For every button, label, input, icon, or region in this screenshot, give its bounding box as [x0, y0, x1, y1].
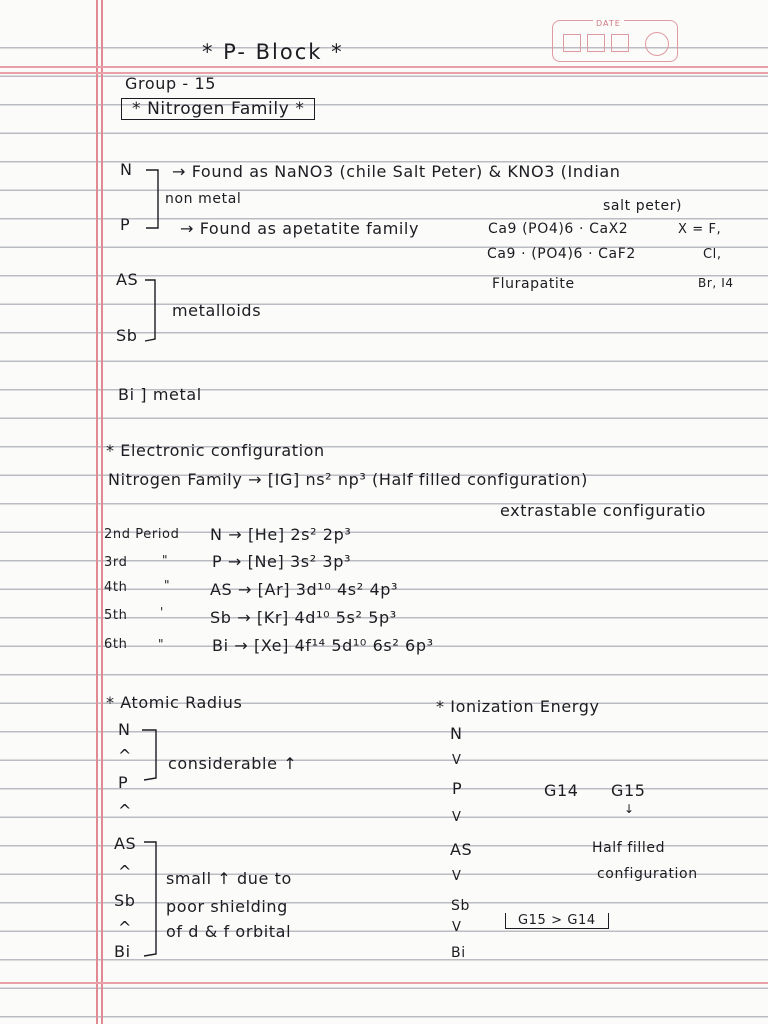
x-note: X = F, — [678, 222, 722, 237]
salt-peter-label: salt peter) — [603, 198, 683, 214]
atomic-radius-heading: * Atomic Radius — [106, 693, 243, 712]
cl-note: Cl, — [703, 247, 722, 262]
date-stamp — [552, 20, 678, 62]
apatite-formula-2: Ca9 · (PO4)6 · CaF2 — [487, 246, 636, 262]
radius-arrow: ^ — [118, 918, 133, 937]
period-label: 3rd — [104, 555, 128, 570]
metalloids-bracket — [145, 277, 165, 347]
date-cell — [563, 34, 581, 52]
date-circle — [645, 32, 669, 56]
radius-arrow: ^ — [118, 746, 133, 765]
bi-metal-text: Bi ] metal — [118, 385, 202, 404]
period-label: 5th — [104, 608, 128, 623]
general-config: Nitrogen Family → [IG] ns² np³ (Half filled configuration) — [108, 470, 588, 489]
ditto-mark: ' — [160, 605, 164, 619]
group-label: Group - 15 — [125, 74, 217, 93]
date-label: DATE — [593, 19, 624, 28]
period-config: P → [Ne] 3s² 3p³ — [212, 552, 351, 571]
as-symbol: AS — [116, 270, 139, 289]
n-symbol: N — [120, 160, 133, 179]
ie-arrow: V — [452, 810, 462, 825]
period-label: 6th — [104, 637, 128, 652]
ditto-mark: " — [158, 637, 165, 651]
electronic-config-heading: * Electronic configuration — [106, 441, 325, 460]
extrastable-note: extrastable configuratio — [500, 501, 707, 520]
radius-bracket-upper — [142, 728, 162, 784]
considerable-note: considerable ↑ — [168, 754, 298, 773]
period-config: Bi → [Xe] 4f¹⁴ 5d¹⁰ 6s² 6p³ — [212, 636, 434, 655]
p-occurrence-text: → Found as apetatite family — [180, 219, 420, 238]
ie-symbol: Bi — [451, 945, 466, 961]
metalloids-label: metalloids — [172, 301, 262, 320]
shielding-note-line: small ↑ due to — [166, 869, 292, 888]
ditto-mark: " — [162, 553, 169, 567]
radius-symbol: P — [118, 773, 129, 792]
footer-band-line — [0, 982, 768, 984]
margin-line-left — [96, 0, 98, 1024]
ie-symbol: Sb — [451, 898, 470, 914]
period-label: 4th — [104, 580, 128, 595]
page-title: * P- Block * — [202, 40, 344, 64]
radius-symbol: Bi — [114, 942, 131, 961]
header-band-line — [0, 66, 768, 68]
g15-label: G15 — [611, 781, 646, 800]
radius-symbol: N — [118, 720, 131, 739]
br-note: Br, I4 — [698, 276, 734, 290]
period-config: N → [He] 2s² 2p³ — [210, 525, 352, 544]
g14-label: G14 — [544, 781, 579, 800]
radius-bracket-lower — [144, 840, 164, 960]
ditto-mark: " — [164, 578, 171, 592]
occurrence-bracket — [146, 165, 186, 235]
apatite-formula-1: Ca9 (PO4)6 · CaX2 — [488, 221, 629, 237]
ie-symbol: N — [450, 724, 463, 743]
radius-arrow: ^ — [118, 801, 133, 820]
g15-greater-g14-box: G15 > G14 — [505, 913, 609, 929]
radius-symbol: AS — [114, 834, 137, 853]
period-config: AS → [Ar] 3d¹⁰ 4s² 4p³ — [210, 580, 398, 599]
radius-symbol: Sb — [114, 891, 136, 910]
half-filled-note: Half filled — [592, 840, 666, 856]
margin-line-right — [101, 0, 103, 1024]
radius-arrow: ^ — [118, 862, 133, 881]
header-band-line — [0, 72, 768, 74]
ie-arrow: V — [452, 869, 462, 884]
ie-arrow: V — [452, 753, 462, 768]
flurapatite-label: Flurapatite — [492, 276, 575, 292]
shielding-note-line: of d & f orbital — [166, 922, 292, 941]
configuration-note: configuration — [597, 866, 698, 882]
family-heading: * Nitrogen Family * — [121, 98, 315, 120]
down-arrow: ↓ — [624, 802, 635, 816]
ie-symbol: P — [452, 779, 463, 798]
p-symbol: P — [120, 215, 131, 234]
sb-symbol: Sb — [116, 326, 138, 345]
date-cell — [611, 34, 629, 52]
nonmetal-label: non metal — [165, 191, 242, 207]
ie-symbol: AS — [450, 840, 473, 859]
date-cell — [587, 34, 605, 52]
ie-arrow: V — [452, 920, 462, 935]
period-config: Sb → [Kr] 4d¹⁰ 5s² 5p³ — [210, 608, 397, 627]
period-label: 2nd Period — [104, 527, 180, 542]
shielding-note-line: poor shielding — [166, 897, 288, 916]
n-occurrence-text: → Found as NaNO3 (chile Salt Peter) & KNO3 (Indian — [172, 162, 621, 181]
ionization-heading: * Ionization Energy — [436, 697, 600, 716]
